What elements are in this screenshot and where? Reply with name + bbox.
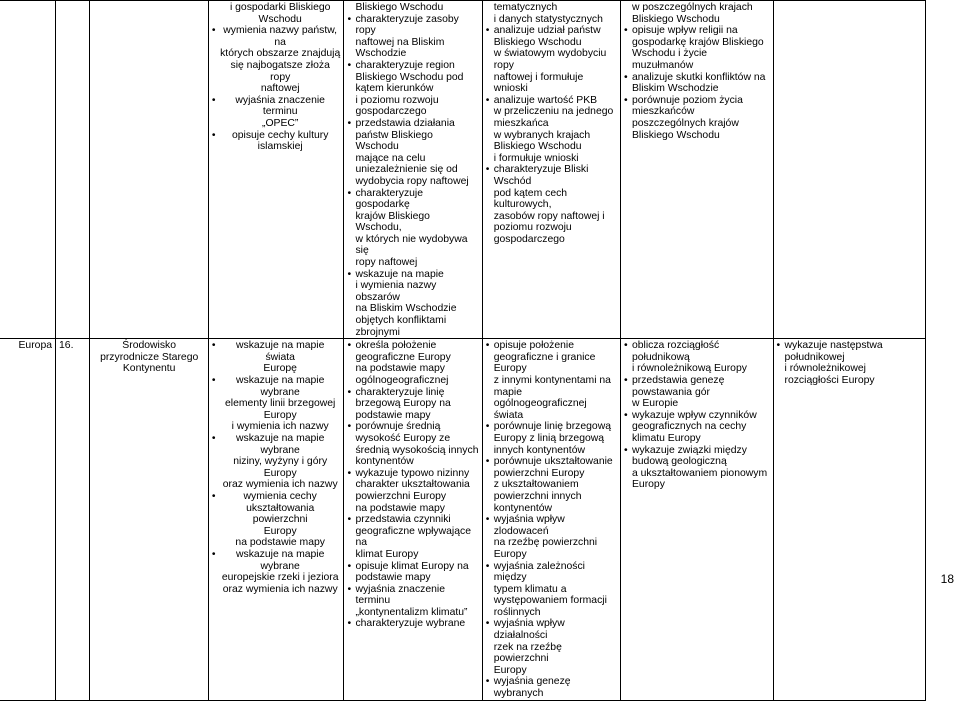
requirement-line: na podstawie mapy [235,537,325,549]
requirement-line: naftowej i formułuje wnioski [493,71,584,95]
requirement-line: • analizuje skutki konfliktów na [624,72,770,84]
requirement-line: • porównuje średnią [347,421,478,433]
requirement-line: gospodarczego [355,106,427,118]
requirement-line: • wskazuje na mapie wybrane [212,375,341,398]
table-row-europe [0,339,926,700]
table-row-middle-east [0,1,926,339]
grade-4-cell [482,1,620,339]
topic-line: Środowisko [122,340,177,352]
requirement-line: typem klimatu a [493,583,567,595]
lesson-number: 16. [59,340,74,352]
requirement-line: • charakteryzuje Bliski Wschód [486,164,617,187]
topic-line: przyrodnicze Starego [100,351,199,363]
requirement-line: Bliskiego Wschodu [493,141,582,153]
requirement-line: Europy [631,479,665,491]
requirement-line: Bliskiego Wschodu [493,36,582,48]
requirement-line: charakter ukształtowania [355,479,470,491]
requirement-line: • wskazuje na mapie [347,269,478,281]
requirement-line: średnią wysokością innych [355,444,479,456]
requirement-line: wydobycia ropy naftowej [355,175,469,187]
requirement-line: mapie ogólnogeograficznej [493,386,587,410]
requirement-line: elementy linii brzegowej [225,398,336,410]
requirement-line: • przedstawia działania [347,118,478,130]
requirement-line: objętych konfliktami [355,315,447,327]
requirement-line: się najbogatsze złoża ropy [230,59,330,83]
requirement-line: • wyjaśnia znaczenie terminu [212,95,341,118]
requirement-line: geograficzne Europy [355,351,451,363]
requirement-line: • charakteryzuje linię [347,387,478,399]
requirement-line: tematycznych [493,2,558,13]
requirement-line: zbrojnymi [355,326,400,338]
requirement-line: występowaniem formacji [493,595,607,607]
requirement-line: na rzeźbę powierzchni Europy [493,537,598,560]
requirement-line: Europy [263,409,297,421]
requirement-line: • wskazuje na mapie świata [212,340,341,363]
requirement-line: rozciągłości Europy [784,375,875,386]
section-label: Europa [18,340,53,352]
requirement-line: i danych statystycznych [493,13,603,25]
requirement-line: Europy [493,664,527,676]
requirement-line: i równoleżnikowej [784,363,866,375]
requirement-line: roślinnych [493,606,541,618]
requirement-line: podstawie mapy [355,572,431,584]
topic-cell [90,1,209,339]
requirement-line: • wykazuje wpływ czynników [624,410,770,422]
requirement-line: • opisuje wpływ religii na [624,25,770,37]
topic-line: Kontynentu [122,363,176,375]
requirement-line: • wyjaśnia zależności między [486,561,617,584]
requirement-line: Wschodu i życie muzułmanów [631,48,708,71]
requirement-line: a ukształtowaniem pionowym [631,467,768,479]
grade-3-cell [344,1,482,339]
requirement-line: • wykazuje związki między [624,445,770,457]
requirement-line: klimat Europy [355,548,419,560]
requirement-line: • charakteryzuje zasoby ropy [347,14,478,37]
requirement-line: w Europie [631,398,679,410]
requirement-line: krajów Bliskiego Wschodu, [355,210,430,234]
requirement-line: z innymi kontynentami na [493,375,611,386]
number-cell [56,1,90,339]
requirement-line: • przedstawia czynniki [347,514,478,526]
requirement-line: • charakteryzuje wybrane [347,618,478,630]
requirement-line: i równoleżnikową Europy [631,363,747,375]
requirement-line: niziny, wyżyny i góry Europy [233,456,328,479]
requirement-line: geograficzne i granice Europy [493,351,596,375]
requirement-line: • określa położenie [347,340,478,352]
requirement-line: i wymienia ich nazwy [231,421,329,433]
requirement-line: • wykazuje następstwa [777,340,923,352]
requirement-line: i formułuje wnioski [493,152,579,164]
requirement-line: Bliskiego Wschodu [631,129,720,141]
requirement-line: islamskiej [257,141,303,153]
requirement-line: poziomu rozwoju [493,222,572,234]
requirement-line: Wschodzie [355,48,407,60]
requirement-line: oraz wymienia ich nazwy [222,583,338,595]
requirement-line: mające na celu [355,152,426,164]
requirement-line: naftowej [260,83,300,95]
requirement-line: geograficznych na cechy [631,421,747,433]
requirement-line: państw Bliskiego Wschodu [355,129,433,153]
requirement-line: uniezależnienie się od [355,164,458,176]
requirement-line: „kontynentalizm klimatu” [355,606,468,618]
requirement-line: ukształtowania powierzchni [246,502,315,526]
requirement-line: Europę [263,363,297,375]
requirement-line: Bliskiego Wschodu [631,13,720,25]
requirement-line: innych kontynentów [493,444,585,456]
requirement-line: • wyjaśnia znaczenie terminu [347,584,478,607]
requirement-line: poszczególnych krajów [631,117,739,129]
requirement-line: Bliskiego Wschodu [355,2,444,13]
requirement-line: i gospodarki Bliskiego [229,2,331,13]
requirement-line: w których nie wydobywa się [355,233,468,257]
grade-3-cell [344,339,482,700]
requirement-line: • wyjaśnia genezę wybranych [486,676,617,699]
requirement-line: w światowym wydobyciu ropy [493,48,607,71]
grade-6-cell [773,339,926,700]
requirement-line: na podstawie mapy [355,502,445,514]
requirement-line: Bliskiego Wschodu pod [355,71,464,83]
requirement-line: pod kątem cech kulturowych, [493,187,568,211]
requirement-line: • porównuje poziom życia [624,95,770,107]
requirement-line: powierzchni innych [493,490,582,502]
requirement-line: „OPEC” [262,117,299,129]
requirement-line: • opisuje położenie [486,340,617,352]
requirement-line: których obszarze znajdują [220,48,341,60]
requirement-line: • wyjaśnia wpływ zlodowaceń [486,514,617,537]
requirement-line: świata [493,409,524,421]
requirement-line: klimatu Europy [631,432,701,444]
topic-cell [90,339,209,700]
requirement-line: rzek na rzeźbę powierzchni [493,641,562,665]
requirement-line: • wymienia cechy [212,491,341,503]
requirement-line: w poszczególnych krajach [631,2,753,13]
requirement-line: powierzchni Europy [493,467,585,479]
requirement-line: budową geologiczną [631,456,727,468]
requirement-line: południkową [631,351,690,363]
requirement-line: • porównuje linię brzegową [486,421,617,433]
section-cell [0,339,56,700]
page-number: 18 [940,572,954,587]
requirement-line: Wschodu [258,13,302,25]
requirement-line: • wymienia nazwy państw, na [212,25,341,48]
requirement-line: powstawania gór [631,386,710,398]
requirement-line: • wskazuje na mapie wybrane [212,433,341,456]
requirement-line: • charakteryzuje region [347,60,478,72]
requirement-line: na podstawie mapy [355,363,445,375]
grade-5-cell [620,1,773,339]
requirement-line: • charakteryzuje gospodarkę [347,188,478,211]
requirement-line: • oblicza rozciągłość [624,340,770,352]
requirement-line: europejskie rzeki i jeziora [221,572,339,584]
requirement-line: ropy naftowej [355,257,418,269]
requirement-line: w przeliczeniu na jednego [493,106,614,118]
requirement-line: kątem kierunków [355,83,434,95]
requirement-line: i poziomu rozwoju [355,94,439,106]
requirement-line: • porównuje ukształtowanie [486,456,617,468]
requirement-line: gospodarkę krajów Bliskiego [631,36,764,48]
requirement-line: • analizuje udział państw [486,25,617,37]
section-cell [0,1,56,339]
requirement-line: • przedstawia genezę [624,375,770,387]
requirement-line: • opisuje klimat Europy na [347,561,478,573]
requirement-line: wysokość Europy ze [355,432,451,444]
grade-6-cell [773,1,926,339]
grade-2-cell [208,339,344,700]
requirement-line: • opisuje cechy kultury [212,130,341,142]
requirement-line: • wskazuje na mapie wybrane [212,549,341,572]
requirement-line: gospodarczego [493,233,565,245]
requirement-line: na Bliskim Wschodzie [355,303,457,315]
requirement-line: Bliskim Wschodzie [631,83,719,95]
requirement-line: i wymienia nazwy obszarów [355,280,437,303]
requirement-line: podstawie mapy [355,409,431,421]
requirement-line: naftowej na Bliskim [355,36,445,48]
requirement-line: kontynentów [355,456,414,468]
requirement-line: ogólnogeograficznej [355,375,449,386]
requirement-line: zasobów ropy naftowej i [493,210,605,222]
grade-5-cell [620,339,773,700]
requirement-line: mieszkańców [631,106,695,118]
grade-2-cell [208,1,344,339]
requirement-line: • wyjaśnia wpływ działalności [486,618,617,641]
requirement-line: • wykazuje typowo nizinny [347,468,478,480]
requirement-line: Europy [263,525,297,537]
grade-4-cell [482,339,620,700]
requirement-line: Europy z linią brzegową [493,432,605,444]
requirement-line: brzegową Europy na [355,398,451,410]
requirement-line: w wybranych krajach [493,129,591,141]
requirement-line: południkowej [784,351,845,363]
requirement-line: • analizuje wartość PKB [486,95,617,107]
requirement-line: z ukształtowaniem [493,479,579,491]
requirement-line: powierzchni Europy [355,490,447,502]
requirement-line: kontynentów [493,502,553,514]
requirement-line: mieszkańca [493,117,549,129]
requirement-line: oraz wymienia ich nazwy [222,479,338,491]
requirement-line: geograficzne wpływające na [355,525,471,549]
number-cell [56,339,90,700]
